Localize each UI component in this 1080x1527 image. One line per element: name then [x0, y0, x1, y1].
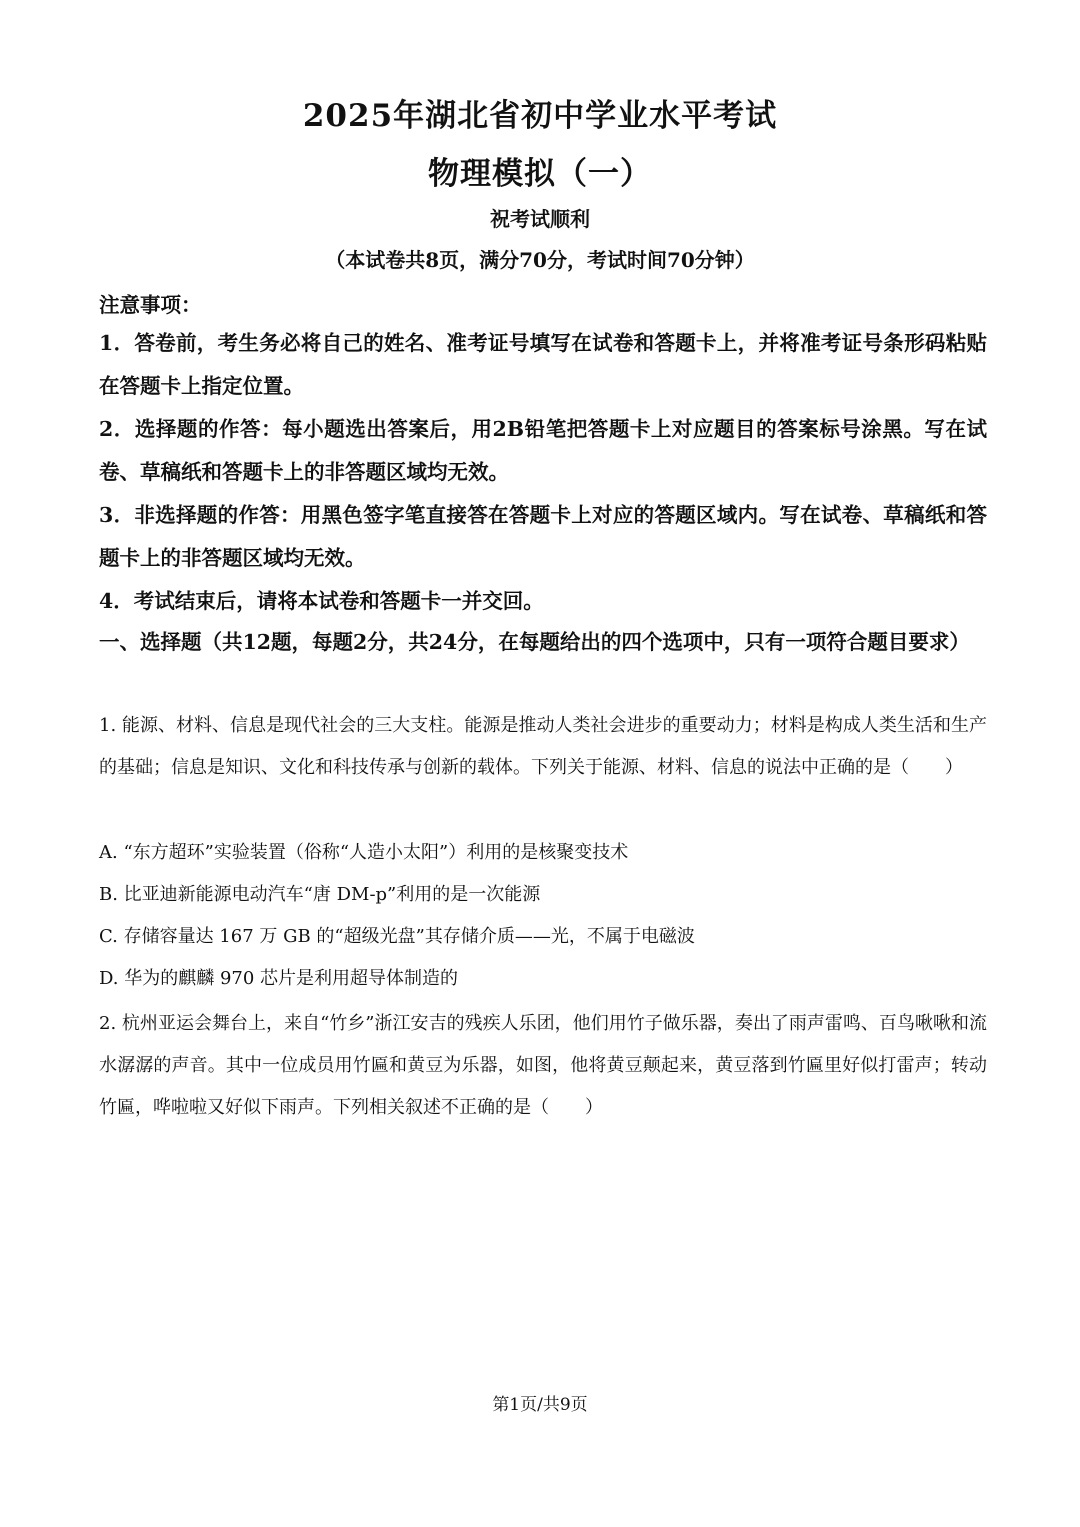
- exam-subtitle: 物理模拟（一）: [428, 156, 652, 192]
- question-1-option-b: B. 比亚迪新能源电动汽车“唐 DM-p”利用的是一次能源: [99, 884, 541, 905]
- note-item: 1．答卷前，考生务必将自己的姓名、准考证号填写在试卷和答题卡上，并将准考证号条形码粘贴在答题卡上指定位置。: [99, 331, 987, 398]
- question-1-stem: 1. 能源、材料、信息是现代社会的三大支柱。能源是推动人类社会进步的重要动力；材料是构成人类生活和生产的基础；信息是知识、文化和科技传承与创新的载体。下列关于能源、材料、信息的说法中正确的是（ ）: [99, 715, 987, 778]
- question-1-option-c: C. 存储容量达 167 万 GB 的“超级光盘”其存储介质——光，不属于电磁波: [99, 926, 695, 947]
- exam-info: （本试卷共8页，满分70分，考试时间70分钟）: [325, 248, 755, 272]
- section-heading: 一、选择题（共12题，每题2分，共24分，在每题给出的四个选项中，只有一项符合题目要求）: [99, 630, 970, 654]
- blessing-text: 祝考试顺利: [490, 207, 590, 231]
- notes-heading: 注意事项：: [99, 293, 202, 317]
- question-1-option-d: D. 华为的麒麟 970 芯片是利用超导体制造的: [99, 968, 459, 989]
- question-2-stem: 2. 杭州亚运会舞台上，来自“竹乡”浙江安吉的残疾人乐团，他们用竹子做乐器，奏出了雨声雷鸣、百鸟啾啾和流水潺潺的声音。其中一位成员用竹匾和黄豆为乐器，如图，他将黄豆颠起来，黄豆落到竹匾里好似打雷声；转动竹匾，哗啦啦又好似下雨声。下列相关叙述不正确的是（ ）: [99, 1013, 987, 1118]
- note-item: 4．考试结束后，请将本试卷和答题卡一并交回。: [99, 589, 544, 613]
- note-item: 2．选择题的作答：每小题选出答案后，用2B铅笔把答题卡上对应题目的答案标号涂黑。写在试卷、草稿纸和答题卡上的非答题区域均无效。: [99, 417, 987, 484]
- note-item: 3．非选择题的作答：用黑色签字笔直接答在答题卡上对应的答题区域内。写在试卷、草稿纸和答题卡上的非答题区域均无效。: [99, 503, 987, 570]
- question-1-option-a: A. “东方超环”实验装置（俗称“人造小太阳”）利用的是核聚变技术: [99, 842, 629, 863]
- exam-title: 2025年湖北省初中学业水平考试: [302, 98, 778, 134]
- page-number: 第1页/共9页: [492, 1395, 588, 1415]
